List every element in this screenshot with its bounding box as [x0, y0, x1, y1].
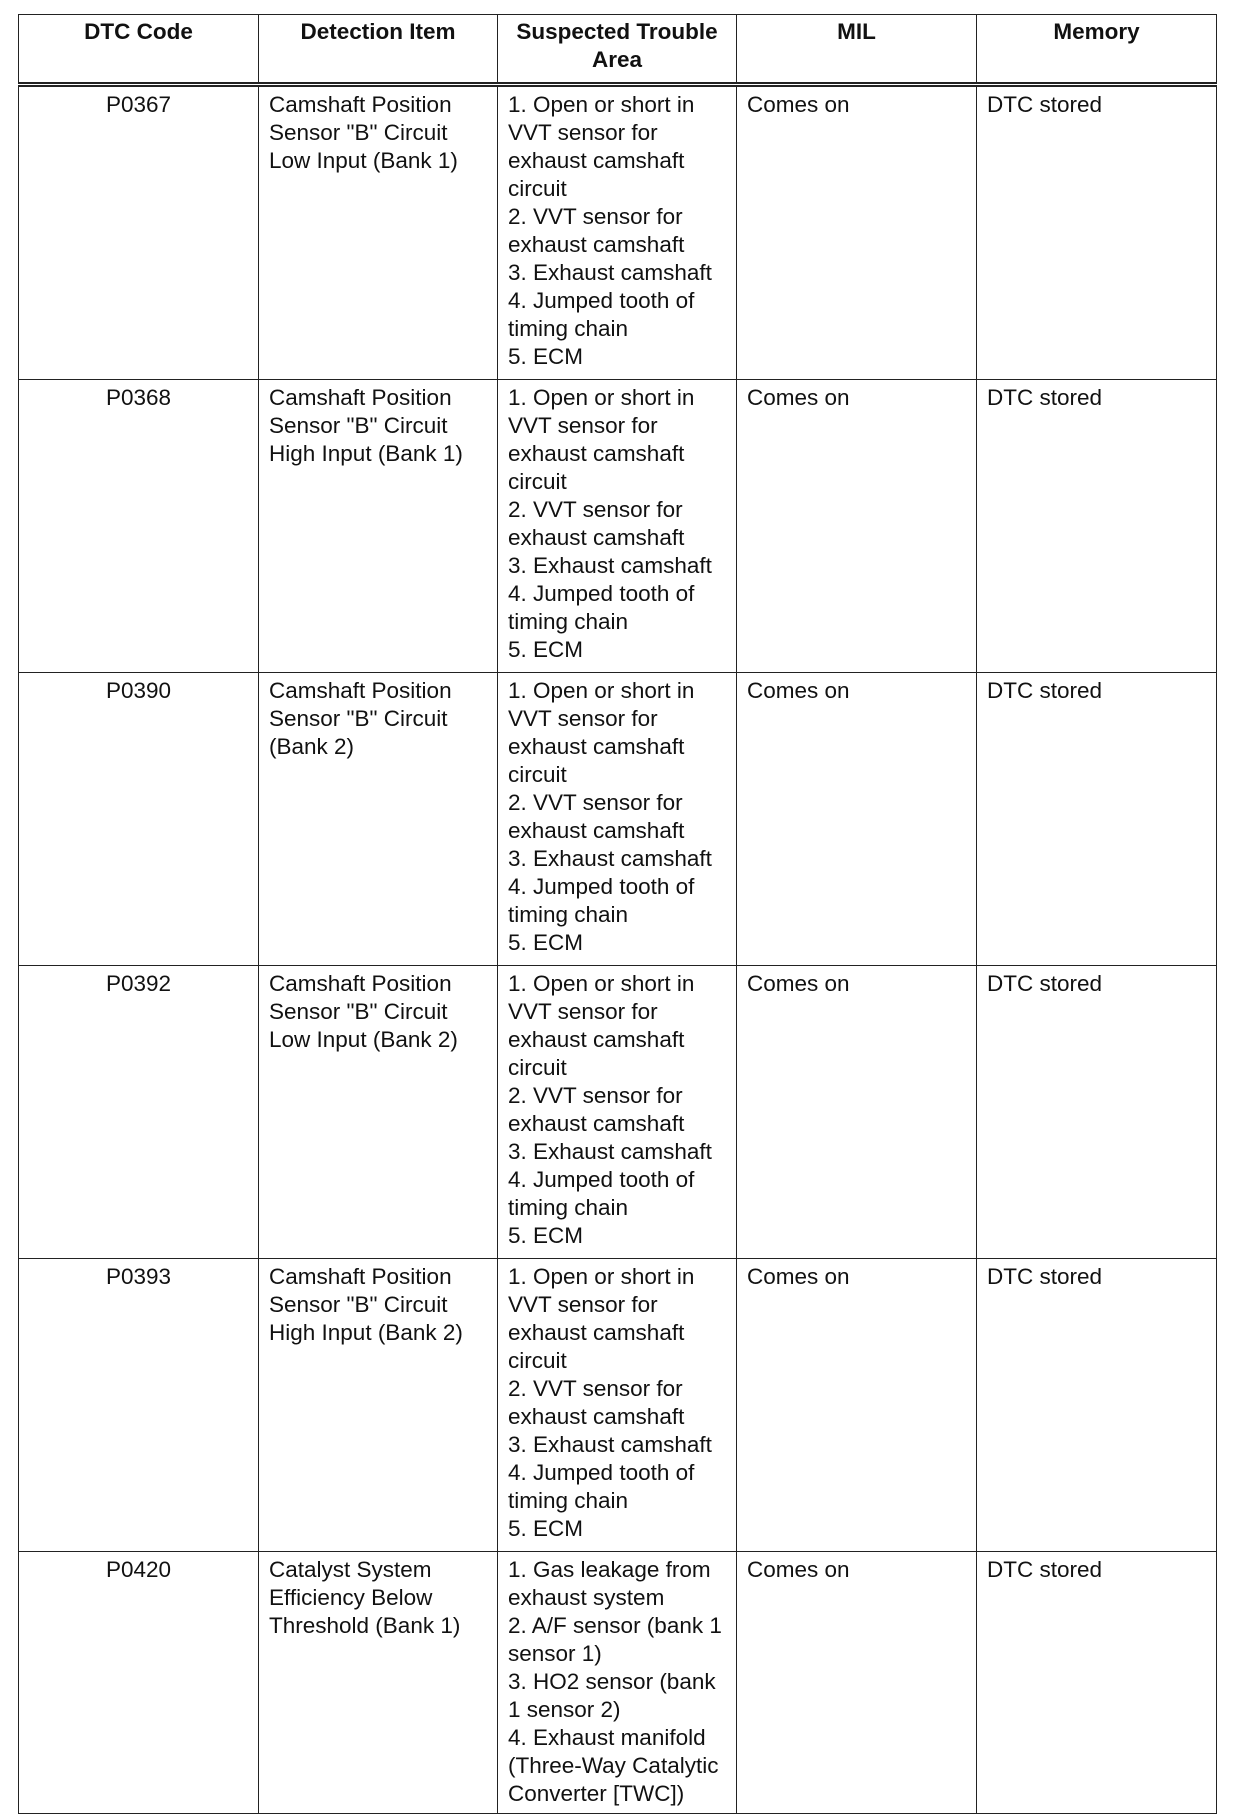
trouble-area-item: 3. Exhaust camshaft — [508, 1139, 712, 1164]
memory-cell: DTC stored — [977, 85, 1217, 380]
memory-cell: DTC stored — [977, 1552, 1217, 1814]
trouble-area-item: 2. VVT sensor for exhaust camshaft — [508, 1376, 685, 1429]
trouble-area-item: 3. Exhaust camshaft — [508, 1432, 712, 1457]
mil-cell: Comes on — [737, 966, 977, 1259]
trouble-area-item: 4. Jumped tooth of timing chain — [508, 288, 695, 341]
detection-item-cell: Camshaft Position Sensor "B" Circuit Low Input (Bank 1) — [259, 85, 498, 380]
detection-item-cell: Catalyst System Efficiency Below Threshold (Bank 1) — [259, 1552, 498, 1814]
mil-cell: Comes on — [737, 1552, 977, 1814]
trouble-area-item: 3. Exhaust camshaft — [508, 553, 712, 578]
trouble-area-item: 1. Gas leakage from exhaust system — [508, 1557, 711, 1610]
detection-item-cell: Camshaft Position Sensor "B" Circuit High Input (Bank 2) — [259, 1259, 498, 1552]
detection-item-cell: Camshaft Position Sensor "B" Circuit Low Input (Bank 2) — [259, 966, 498, 1259]
trouble-area-item: 3. HO2 sensor (bank 1 sensor 2) — [508, 1669, 716, 1722]
trouble-area-item: 3. Exhaust camshaft — [508, 846, 712, 871]
dtc-code-cell: P0367 — [19, 85, 259, 380]
dtc-code-cell: P0392 — [19, 966, 259, 1259]
table-header — [19, 15, 1217, 85]
memory-cell: DTC stored — [977, 1259, 1217, 1552]
suspected-trouble-area-cell — [498, 966, 737, 1259]
trouble-area-item: 5. ECM — [508, 1223, 584, 1248]
trouble-area-item: 1. Open or short in VVT sensor for exhaust camshaft circuit — [508, 678, 695, 787]
trouble-area-item: 2. VVT sensor for exhaust camshaft — [508, 1083, 685, 1136]
suspected-trouble-area-cell — [498, 1552, 737, 1814]
trouble-area-item: 1. Open or short in VVT sensor for exhaust camshaft circuit — [508, 971, 695, 1080]
header-dtc-code: DTC Code — [19, 15, 259, 85]
dtc-code-cell: P0420 — [19, 1552, 259, 1814]
header-detection-item: Detection Item — [259, 15, 498, 85]
detection-item-cell: Camshaft Position Sensor "B" Circuit High Input (Bank 1) — [259, 380, 498, 673]
mil-cell: Comes on — [737, 673, 977, 966]
table-row — [19, 966, 1217, 1259]
suspected-trouble-area-cell — [498, 673, 737, 966]
suspected-trouble-area-cell — [498, 380, 737, 673]
memory-cell: DTC stored — [977, 966, 1217, 1259]
detection-item-cell: Camshaft Position Sensor "B" Circuit (Bank 2) — [259, 673, 498, 966]
table-row — [19, 380, 1217, 673]
table-row — [19, 1259, 1217, 1552]
dtc-code-cell: P0393 — [19, 1259, 259, 1552]
table-row — [19, 1552, 1217, 1814]
trouble-area-item: 2. VVT sensor for exhaust camshaft — [508, 497, 685, 550]
trouble-area-item: 5. ECM — [508, 1516, 584, 1541]
trouble-area-item: 1. Open or short in VVT sensor for exhaust camshaft circuit — [508, 1264, 695, 1373]
dtc-code-cell: P0390 — [19, 673, 259, 966]
dtc-code-cell: P0368 — [19, 380, 259, 673]
table-row — [19, 673, 1217, 966]
mil-cell: Comes on — [737, 85, 977, 380]
trouble-area-item: 3. Exhaust camshaft — [508, 260, 712, 285]
header-mil: MIL — [737, 15, 977, 85]
dtc-table — [18, 14, 1217, 1814]
table-body — [19, 85, 1217, 1814]
trouble-area-item: 4. Jumped tooth of timing chain — [508, 874, 695, 927]
table-row — [19, 85, 1217, 380]
trouble-area-item: 4. Jumped tooth of timing chain — [508, 581, 695, 634]
trouble-area-item: 1. Open or short in VVT sensor for exhaust camshaft circuit — [508, 385, 695, 494]
trouble-area-item: 4. Jumped tooth of timing chain — [508, 1167, 695, 1220]
suspected-trouble-area-cell — [498, 1259, 737, 1552]
trouble-area-item: 5. ECM — [508, 344, 584, 369]
mil-cell: Comes on — [737, 1259, 977, 1552]
trouble-area-item: 2. VVT sensor for exhaust camshaft — [508, 204, 685, 257]
trouble-area-item: 2. VVT sensor for exhaust camshaft — [508, 790, 685, 843]
trouble-area-item: 4. Jumped tooth of timing chain — [508, 1460, 695, 1513]
trouble-area-item: 5. ECM — [508, 637, 584, 662]
trouble-area-item: 2. A/F sensor (bank 1 sensor 1) — [508, 1613, 722, 1666]
trouble-area-item: 5. ECM — [508, 930, 584, 955]
header-suspected-trouble-area: Suspected Trouble Area — [498, 15, 737, 85]
trouble-area-item: 4. Exhaust manifold (Three-Way Catalytic Converter [TWC]) — [508, 1725, 719, 1806]
memory-cell: DTC stored — [977, 380, 1217, 673]
header-memory: Memory — [977, 15, 1217, 85]
memory-cell: DTC stored — [977, 673, 1217, 966]
suspected-trouble-area-cell — [498, 85, 737, 380]
mil-cell: Comes on — [737, 380, 977, 673]
trouble-area-item: 1. Open or short in VVT sensor for exhaust camshaft circuit — [508, 92, 695, 201]
header-row — [19, 15, 1217, 85]
